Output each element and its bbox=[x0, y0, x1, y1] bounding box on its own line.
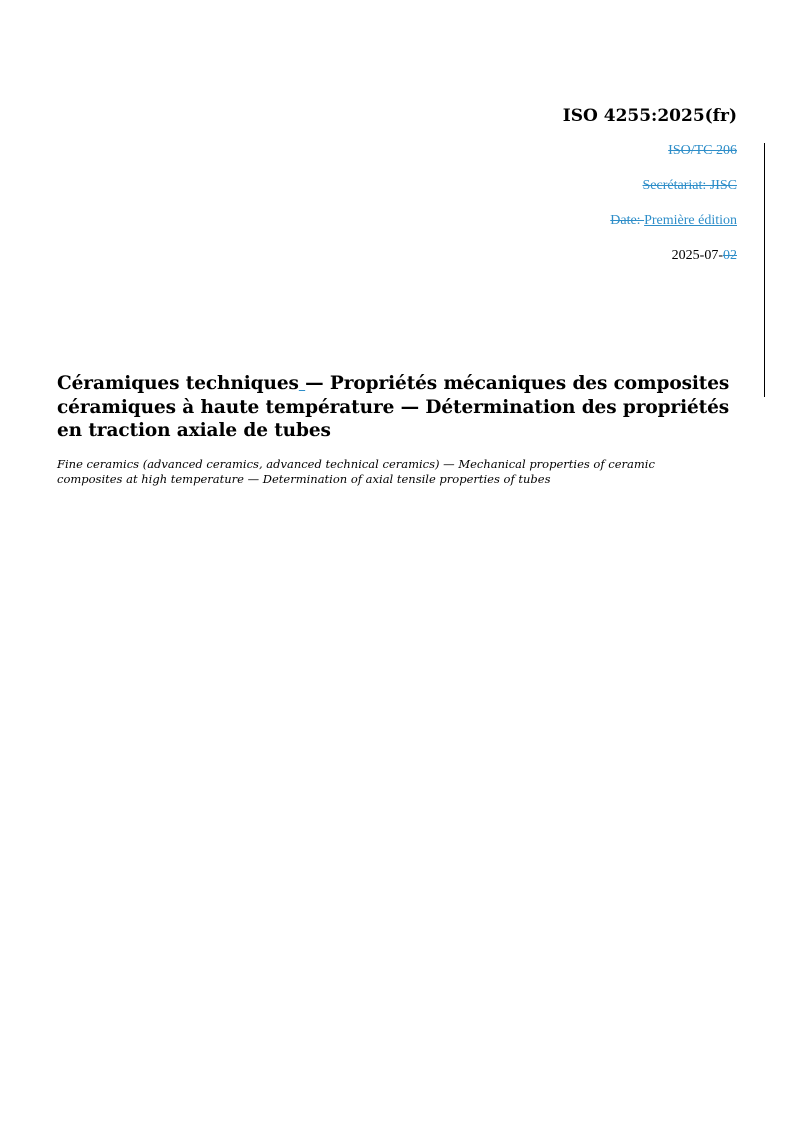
edition-line bbox=[337, 212, 737, 230]
english-subtitle: Fine ceramics (advanced ceramics, advanced technical ceramics) — Mechanical properties of ceramic composites at high temperature — Determination of axial tensile properties of tubes bbox=[57, 456, 655, 486]
edition-inserted: Première édition bbox=[644, 213, 737, 228]
document-reference: ISO 4255:2025(fr) bbox=[562, 106, 737, 126]
committee-deleted: ISO/TC 206 bbox=[668, 143, 737, 158]
date-prefix: 2025-07- bbox=[671, 248, 723, 263]
main-title bbox=[57, 372, 747, 443]
title-block bbox=[57, 372, 747, 488]
revision-change-bar bbox=[764, 143, 765, 397]
header-block bbox=[337, 104, 737, 282]
secretariat-deleted: Secrétariat: JISC bbox=[642, 178, 737, 193]
committee-line bbox=[337, 142, 737, 160]
date-label-deleted: Date: bbox=[610, 213, 645, 228]
date-line bbox=[337, 247, 737, 265]
secretariat-line bbox=[337, 177, 737, 195]
title-part-2: — Propriétés mécaniques des composites céramiques à haute température — Détermination des propriétés en traction axiale de tubes bbox=[57, 373, 730, 441]
date-day-deleted: 02 bbox=[723, 248, 737, 263]
title-part-1: Céramiques techniques bbox=[57, 373, 299, 394]
